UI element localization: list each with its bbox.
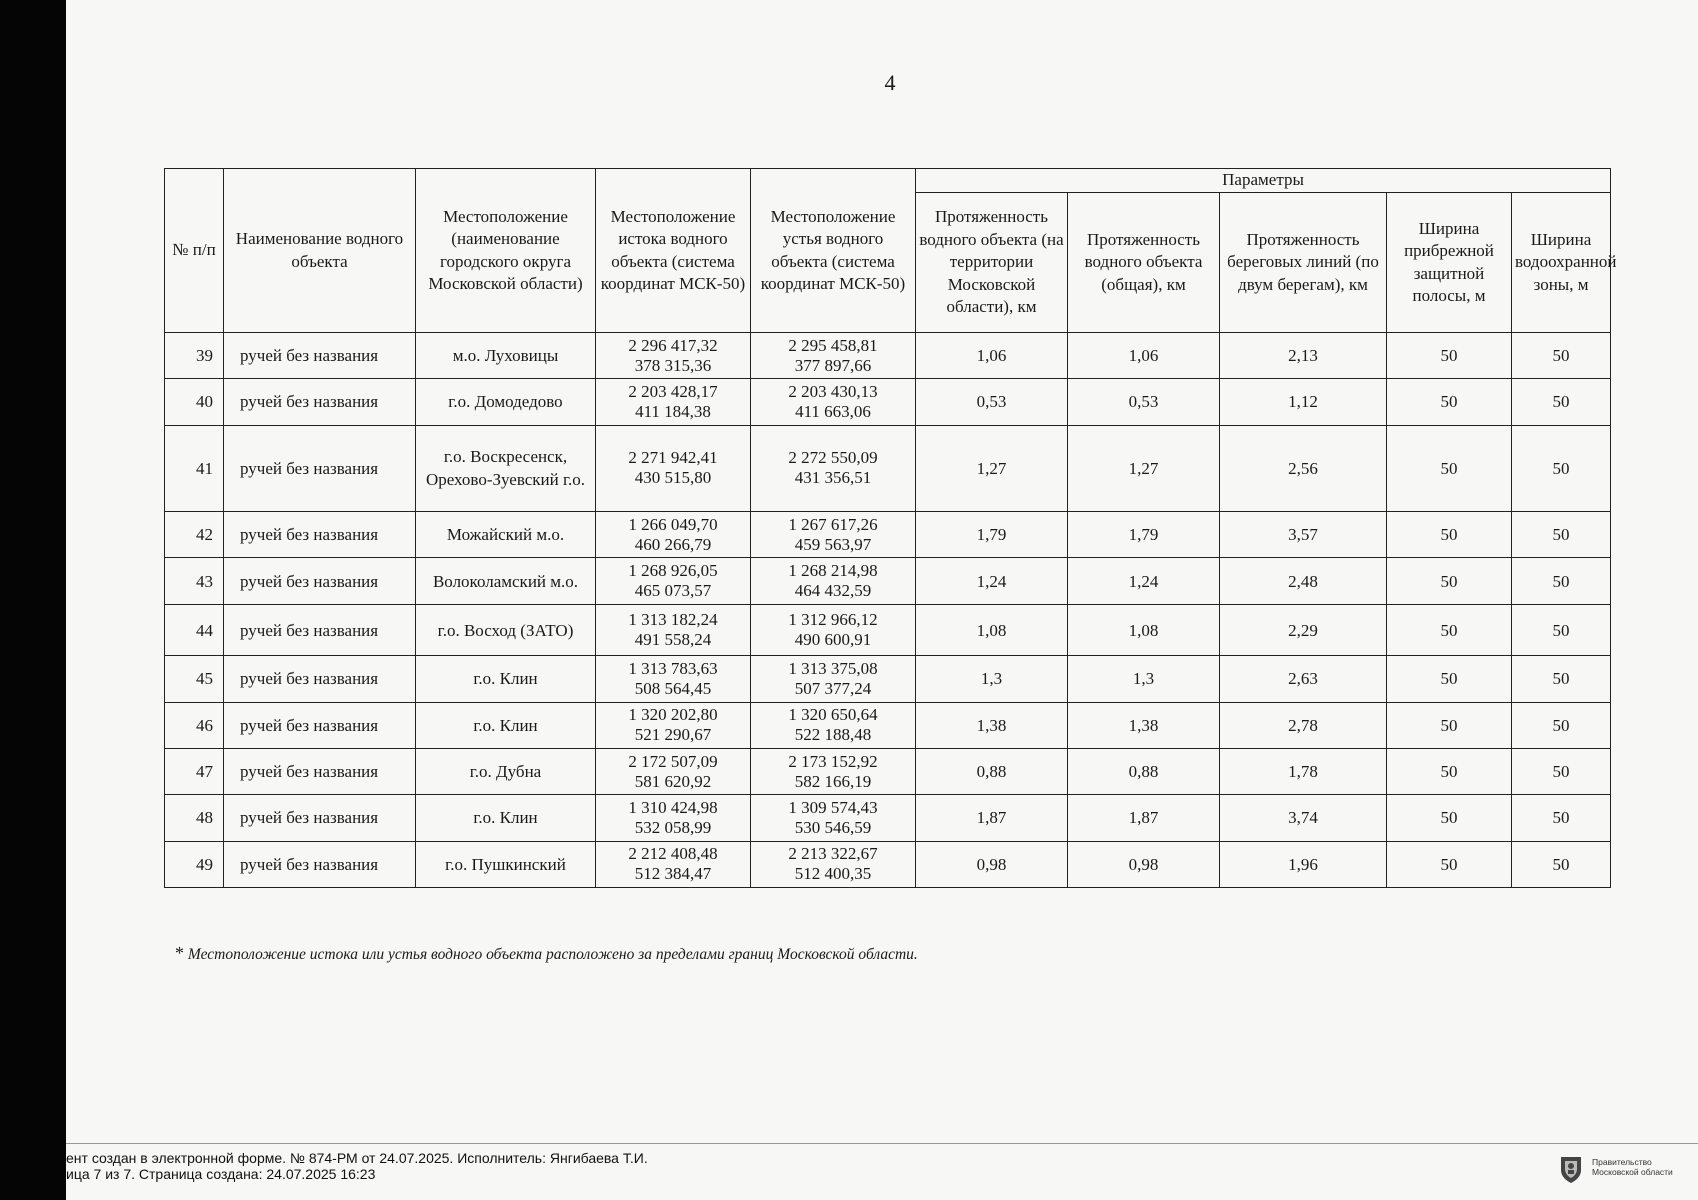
coord-y: 490 600,91: [794, 630, 872, 650]
header-num: № п/п: [165, 169, 224, 333]
coord-x: 1 268 926,05: [628, 561, 718, 581]
cell-buffer-strip: 50: [1387, 425, 1512, 511]
footer-line-2: ица 7 из 7. Страница создана: 24.07.2025 16:23: [66, 1166, 376, 1182]
cell-length-region: 1,3: [916, 656, 1068, 702]
coord-y: 430 515,80: [634, 468, 712, 488]
cell-buffer-strip: 50: [1387, 512, 1512, 558]
cell-protection-zone: 50: [1512, 604, 1611, 655]
coord-x: 2 271 942,41: [628, 448, 718, 468]
cell-length-total: 1,27: [1068, 425, 1220, 511]
coord-x: 2 203 430,13: [788, 381, 878, 401]
cell-mouth: [751, 512, 916, 558]
coord-y: 521 290,67: [634, 725, 712, 745]
coord-x: 2 212 408,48: [628, 844, 718, 864]
cell-length-total: 1,38: [1068, 702, 1220, 748]
cell-protection-zone: 50: [1512, 512, 1611, 558]
cell-length-region: 0,88: [916, 748, 1068, 794]
cell-mouth: [751, 425, 916, 511]
header-name: Наименование водного объекта: [224, 169, 416, 333]
cell-name: ручей без названия: [224, 512, 416, 558]
table-row: [165, 333, 1611, 379]
cell-shoreline: 2,63: [1220, 656, 1387, 702]
coord-x: 1 313 783,63: [628, 658, 718, 678]
cell-num: 46: [165, 702, 224, 748]
cell-length-region: 1,79: [916, 512, 1068, 558]
cell-protection-zone: 50: [1512, 558, 1611, 604]
cell-length-total: 1,87: [1068, 795, 1220, 841]
cell-location: г.о. Пушкинский: [416, 841, 596, 887]
coord-x: 2 203 428,17: [628, 381, 718, 401]
coord-x: 1 268 214,98: [788, 561, 878, 581]
page-number: 4: [884, 70, 896, 95]
cell-protection-zone: 50: [1512, 702, 1611, 748]
table-row: [165, 425, 1611, 511]
cell-source: [596, 748, 751, 794]
cell-buffer-strip: 50: [1387, 702, 1512, 748]
coord-x: 2 295 458,81: [788, 335, 878, 355]
cell-mouth: [751, 702, 916, 748]
cell-shoreline: 2,29: [1220, 604, 1387, 655]
footer-line-1: ент создан в электронной форме. № 874-РМ от 24.07.2025. Исполнитель: Янгибаева Т.И.: [66, 1150, 648, 1166]
government-label-line-2: Московской области: [1592, 1167, 1673, 1177]
cell-source: [596, 841, 751, 887]
header-length-total: Протяженность водного объекта (общая), км: [1068, 193, 1220, 333]
cell-mouth: [751, 604, 916, 655]
cell-mouth: [751, 795, 916, 841]
cell-mouth: [751, 333, 916, 379]
cell-shoreline: 2,13: [1220, 333, 1387, 379]
cell-mouth: [751, 656, 916, 702]
coord-y: 508 564,45: [634, 678, 712, 698]
header-length-region: Протяженность водного объекта (на территории Московской области), км: [916, 193, 1068, 333]
cell-num: 43: [165, 558, 224, 604]
coord-y: 431 356,51: [794, 468, 872, 488]
scan-left-edge: [0, 0, 66, 1200]
coord-x: 2 296 417,32: [628, 335, 718, 355]
cell-location: г.о. Клин: [416, 795, 596, 841]
table-row: [165, 656, 1611, 702]
table-row: [165, 841, 1611, 887]
cell-source: [596, 333, 751, 379]
cell-shoreline: 3,74: [1220, 795, 1387, 841]
cell-num: 49: [165, 841, 224, 887]
cell-shoreline: 1,96: [1220, 841, 1387, 887]
cell-buffer-strip: 50: [1387, 333, 1512, 379]
cell-location: г.о. Домодедово: [416, 379, 596, 425]
cell-shoreline: 2,56: [1220, 425, 1387, 511]
cell-length-total: 1,79: [1068, 512, 1220, 558]
cell-source: [596, 656, 751, 702]
cell-buffer-strip: 50: [1387, 841, 1512, 887]
cell-name: ручей без названия: [224, 656, 416, 702]
water-objects-table: [164, 168, 1617, 888]
coat-of-arms-icon: [1558, 1154, 1584, 1184]
cell-buffer-strip: 50: [1387, 656, 1512, 702]
cell-length-region: 1,06: [916, 333, 1068, 379]
cell-num: 40: [165, 379, 224, 425]
cell-length-total: 1,06: [1068, 333, 1220, 379]
cell-length-total: 0,88: [1068, 748, 1220, 794]
cell-length-total: 1,24: [1068, 558, 1220, 604]
coord-x: 1 320 650,64: [788, 705, 878, 725]
cell-source: [596, 425, 751, 511]
cell-num: 48: [165, 795, 224, 841]
cell-buffer-strip: 50: [1387, 604, 1512, 655]
cell-num: 39: [165, 333, 224, 379]
header-location: Местоположение (наименование городского округа Московской области): [416, 169, 596, 333]
cell-num: 44: [165, 604, 224, 655]
coord-y: 507 377,24: [794, 678, 872, 698]
header-parameters: Параметры: [916, 169, 1611, 193]
cell-shoreline: 1,78: [1220, 748, 1387, 794]
cell-length-total: 0,98: [1068, 841, 1220, 887]
cell-protection-zone: 50: [1512, 795, 1611, 841]
cell-buffer-strip: 50: [1387, 795, 1512, 841]
cell-length-region: 1,08: [916, 604, 1068, 655]
cell-protection-zone: 50: [1512, 379, 1611, 425]
coord-x: 2 173 152,92: [788, 751, 878, 771]
coord-y: 465 073,57: [634, 581, 712, 601]
cell-num: 47: [165, 748, 224, 794]
table-row: [165, 558, 1611, 604]
cell-length-total: 0,53: [1068, 379, 1220, 425]
cell-name: ручей без названия: [224, 748, 416, 794]
cell-location: м.о. Луховицы: [416, 333, 596, 379]
coord-x: 1 313 375,08: [788, 658, 878, 678]
coord-x: 2 172 507,09: [628, 751, 718, 771]
cell-length-total: 1,08: [1068, 604, 1220, 655]
cell-name: ручей без названия: [224, 795, 416, 841]
header-mouth: Местоположение устья водного объекта (система координат МСК-50): [751, 169, 916, 333]
cell-name: ручей без названия: [224, 333, 416, 379]
coord-x: 1 312 966,12: [788, 610, 878, 630]
coord-y: 377 897,66: [794, 355, 872, 375]
cell-mouth: [751, 558, 916, 604]
cell-num: 41: [165, 425, 224, 511]
table-row: [165, 604, 1611, 655]
coord-x: 2 272 550,09: [788, 448, 878, 468]
header-buffer-strip: Ширина прибрежной защитной полосы, м: [1387, 193, 1512, 333]
cell-name: ручей без названия: [224, 425, 416, 511]
coord-y: 512 384,47: [634, 864, 712, 884]
footnote-text: Местоположение истока или устья водного объекта расположено за пределами границ Московской области.: [187, 946, 918, 963]
cell-location: г.о. Восход (ЗАТО): [416, 604, 596, 655]
cell-location: Можайский м.о.: [416, 512, 596, 558]
coord-y: 532 058,99: [634, 817, 712, 837]
coord-y: 411 663,06: [795, 401, 871, 421]
cell-location: г.о. Воскресенск, Орехово-Зуевский г.о.: [416, 425, 596, 511]
coord-y: 411 184,38: [635, 401, 711, 421]
document-footer: [66, 1150, 648, 1182]
cell-location: Волоколамский м.о.: [416, 558, 596, 604]
coord-y: 582 166,19: [794, 771, 872, 791]
cell-mouth: [751, 748, 916, 794]
cell-shoreline: 2,78: [1220, 702, 1387, 748]
cell-shoreline: 3,57: [1220, 512, 1387, 558]
government-label: [1592, 1157, 1673, 1177]
cell-shoreline: 1,12: [1220, 379, 1387, 425]
header-protection-zone: Ширина водоохранной зоны, м: [1512, 193, 1611, 333]
cell-protection-zone: 50: [1512, 748, 1611, 794]
coord-x: 1 313 182,24: [628, 610, 718, 630]
table-row: [165, 795, 1611, 841]
header-source: Местоположение истока водного объекта (система координат МСК-50): [596, 169, 751, 333]
cell-source: [596, 795, 751, 841]
footnote-marker: *: [175, 943, 184, 963]
cell-length-region: 1,38: [916, 702, 1068, 748]
coord-x: 1 320 202,80: [628, 705, 718, 725]
cell-location: г.о. Клин: [416, 656, 596, 702]
cell-source: [596, 512, 751, 558]
cell-protection-zone: 50: [1512, 333, 1611, 379]
coord-x: 1 266 049,70: [628, 514, 718, 534]
cell-protection-zone: 50: [1512, 656, 1611, 702]
cell-buffer-strip: 50: [1387, 558, 1512, 604]
cell-source: [596, 702, 751, 748]
cell-protection-zone: 50: [1512, 425, 1611, 511]
cell-length-region: 1,87: [916, 795, 1068, 841]
coord-x: 1 267 617,26: [788, 514, 878, 534]
table-row: [165, 379, 1611, 425]
coord-y: 378 315,36: [634, 355, 712, 375]
cell-source: [596, 558, 751, 604]
cell-num: 42: [165, 512, 224, 558]
cell-source: [596, 379, 751, 425]
coord-y: 460 266,79: [634, 534, 712, 554]
cell-name: ручей без названия: [224, 841, 416, 887]
cell-location: г.о. Дубна: [416, 748, 596, 794]
cell-name: ручей без названия: [224, 379, 416, 425]
coord-y: 522 188,48: [794, 725, 872, 745]
cell-length-total: 1,3: [1068, 656, 1220, 702]
cell-location: г.о. Клин: [416, 702, 596, 748]
footer-divider: [66, 1143, 1698, 1144]
cell-length-region: 0,98: [916, 841, 1068, 887]
cell-mouth: [751, 841, 916, 887]
cell-num: 45: [165, 656, 224, 702]
cell-buffer-strip: 50: [1387, 748, 1512, 794]
table-row: [165, 512, 1611, 558]
coord-y: 464 432,59: [794, 581, 872, 601]
coord-y: 512 400,35: [794, 864, 872, 884]
cell-shoreline: 2,48: [1220, 558, 1387, 604]
coord-y: 530 546,59: [794, 817, 872, 837]
cell-protection-zone: 50: [1512, 841, 1611, 887]
table-row: [165, 748, 1611, 794]
coord-x: 2 213 322,67: [788, 844, 878, 864]
cell-source: [596, 604, 751, 655]
coord-x: 1 309 574,43: [788, 797, 878, 817]
cell-length-region: 0,53: [916, 379, 1068, 425]
cell-length-region: 1,27: [916, 425, 1068, 511]
coord-y: 491 558,24: [634, 630, 712, 650]
cell-name: ручей без названия: [224, 604, 416, 655]
cell-name: ручей без названия: [224, 702, 416, 748]
cell-name: ручей без названия: [224, 558, 416, 604]
table-row: [165, 702, 1611, 748]
government-label-line-1: Правительство: [1592, 1157, 1652, 1167]
coord-y: 581 620,92: [634, 771, 712, 791]
cell-length-region: 1,24: [916, 558, 1068, 604]
coord-x: 1 310 424,98: [628, 797, 718, 817]
cell-buffer-strip: 50: [1387, 379, 1512, 425]
footnote: [175, 943, 918, 964]
cell-mouth: [751, 379, 916, 425]
header-shoreline: Протяженность береговых линий (по двум берегам), км: [1220, 193, 1387, 333]
coord-y: 459 563,97: [794, 534, 872, 554]
